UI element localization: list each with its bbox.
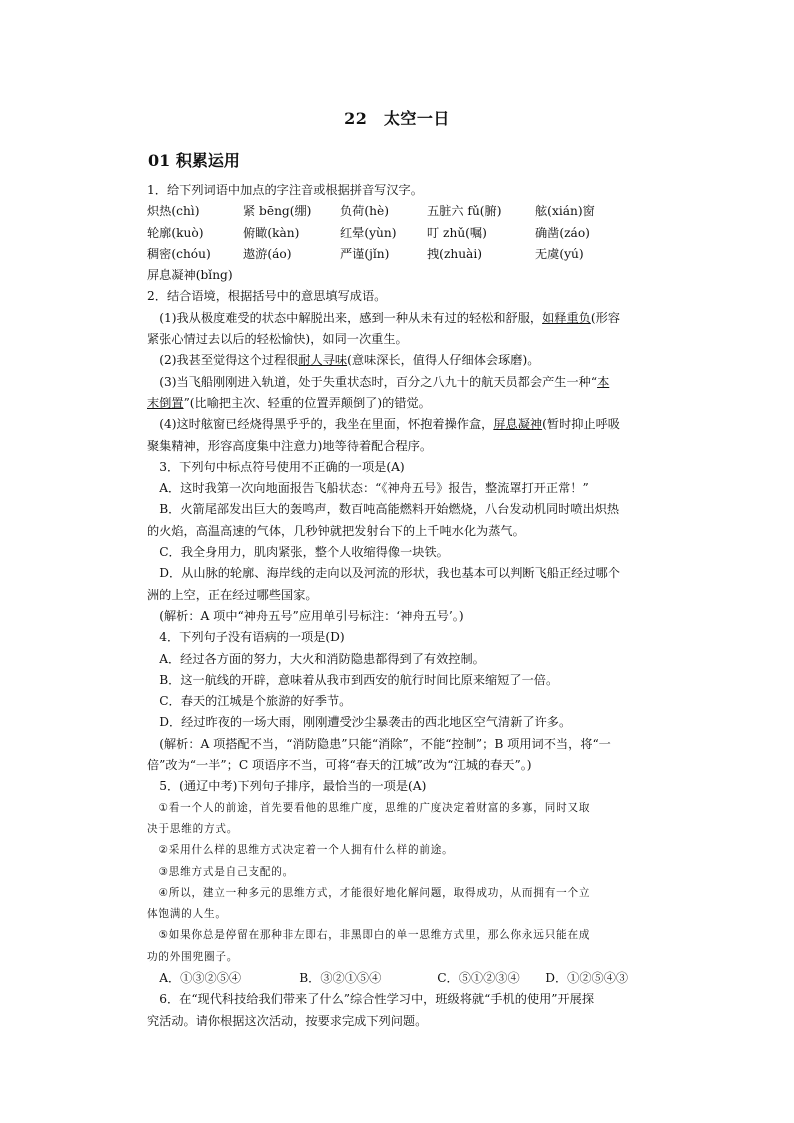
q2-text: ”(比喻把主次、轻重的位置弄颠倒了)的错觉。 xyxy=(183,395,431,410)
sentence-text: ④所以，建立一种多元的思维方式，才能很好地化解问题，取得成功，从而拥有一个立 xyxy=(158,886,591,899)
exercise-content xyxy=(147,180,651,1032)
option-text: B．这一航线的开辟，意味着从我市到西安的航行时间比原来缩短了一倍。 xyxy=(159,672,559,687)
q3-option-d-cont: 洲的上空，正在经过哪些国家。 xyxy=(147,587,318,602)
q2-text: (2)我甚至觉得这个过程很 xyxy=(159,353,299,368)
option-text: D．经过昨夜的一场大雨，刚刚遭受沙尘暴袭击的西北地区空气清新了许多。 xyxy=(159,715,572,730)
q6-text: 6．在“现代科技给我们带来了什么”综合性学习中，班级将就“手机的使用”开展探 xyxy=(159,992,595,1007)
q5-sentence-2 xyxy=(147,840,651,861)
q2-stem: 2．结合语境，根据括号中的意思填写成语。 xyxy=(147,289,387,304)
q4-option-a xyxy=(147,649,651,670)
q1-item: 稠密(chóu) xyxy=(147,246,211,261)
q2-line xyxy=(147,393,651,414)
q1-row xyxy=(147,201,651,222)
answer-idiom: 屏息凝神 xyxy=(493,417,543,432)
q6-stem xyxy=(147,989,651,1010)
q2-text: (1)我从极度难受的状态中解脱出来，感到一种从未有过的轻松和舒服， xyxy=(159,310,543,325)
q1-row xyxy=(147,265,651,286)
q3-option-d xyxy=(147,563,651,584)
q1-item: 负荷(hè) xyxy=(340,204,389,219)
option-text: A．经过各方面的努力，大火和消防隐患都得到了有效控制。 xyxy=(159,651,485,666)
q1-item: 轮廓(kuò) xyxy=(147,225,204,240)
q1-item: 拽(zhuài) xyxy=(427,246,482,261)
q1-item: 严谨(jǐn) xyxy=(340,246,390,261)
option-a: A．①③②⑤④ xyxy=(159,970,242,985)
q4-analysis-cont: 倍”改为“一半”；C 项语序不当，可将“春天的江城”改为“江城的春天”。) xyxy=(147,758,532,773)
q1-item: 紧 bēng(绷) xyxy=(243,204,312,219)
option-b: B．③②①⑤④ xyxy=(299,970,382,985)
q5-stem-text: 5．(通辽中考)下列句子排序，最恰当的一项是(A) xyxy=(159,779,427,794)
q5-sentence-3 xyxy=(147,862,651,883)
section-heading: 01 积累运用 xyxy=(148,151,240,170)
q5-sentence-1-cont: 决于思维的方式。 xyxy=(147,822,239,835)
sentence-text: ③思维方式是自己支配的。 xyxy=(158,865,295,878)
option-text: C．春天的江城是个旅游的好季节。 xyxy=(159,694,352,709)
q1-item: 舷(xián)窗 xyxy=(535,204,595,219)
q6-stem-cont: 究活动。请你根据这次活动，按要求完成下列问题。 xyxy=(147,1013,428,1028)
answer-idiom: 本 xyxy=(597,374,610,389)
option-text: A．这时我第一次向地面报告飞船状态：“《神舟五号》报告，整流罩打开正常！” xyxy=(159,481,589,496)
q1-item: 俯瞰(kàn) xyxy=(243,225,300,240)
sentence-text: ①看一个人的前途，首先要看他的思维广度，思维的广度决定着财富的多寡，同时又取 xyxy=(158,801,591,814)
q5-sentence-1 xyxy=(147,798,651,819)
q5-stem xyxy=(147,776,651,797)
q3-analysis xyxy=(147,606,651,627)
q2-text: (3)当飞船刚刚进入轨道，处于失重状态时，百分之八九十的航天员都会产生一种“ xyxy=(159,374,598,389)
q2-line xyxy=(147,372,651,393)
q2-line: 聚集精神，形容高度集中注意力)地等待着配合程序。 xyxy=(147,438,433,453)
answer-idiom: 如释重负 xyxy=(542,310,591,325)
analysis-text: (解析：A 项搭配不当，“消防隐患”只能“消除”，不能“控制”；B 项用词不当，将“一 xyxy=(159,736,611,751)
q3-option-a xyxy=(147,478,651,499)
q2-text: (暂时抑止呼吸 xyxy=(542,417,620,432)
option-text: C．我全身用力，肌肉紧张，整个人收缩得像一块铁。 xyxy=(159,545,449,560)
q3-stem xyxy=(147,457,651,478)
q3-stem-text: 3．下列句中标点符号使用不正确的一项是(A) xyxy=(159,459,405,474)
option-c: C．⑤①②③④ xyxy=(437,970,520,985)
q1-row xyxy=(147,223,651,244)
q4-option-b xyxy=(147,670,651,691)
q1-item: 炽热(chì) xyxy=(147,204,200,219)
q1-item: 遨游(áo) xyxy=(243,246,292,261)
sentence-text: ②采用什么样的思维方式决定着一个人拥有什么样的前途。 xyxy=(158,844,454,857)
q1-item: 确凿(záo) xyxy=(535,225,590,240)
q2-line: 紧张心情过去以后的轻松愉快)，如同一次重生。 xyxy=(147,332,408,347)
q1-stem: 1．给下列词语中加点的字注音或根据拼音写汉字。 xyxy=(147,183,423,197)
q2-line xyxy=(147,350,651,371)
q4-option-c xyxy=(147,691,651,712)
q4-stem-text: 4．下列句子没有语病的一项是(D) xyxy=(159,630,345,645)
q5-sentence-5-cont: 功的外围兜圈子。 xyxy=(147,950,239,963)
q4-stem xyxy=(147,627,651,648)
option-text: B．火箭尾部发出巨大的轰鸣声，数百吨高能燃料开始燃烧，八台发动机同时喷出炽热 xyxy=(159,502,620,517)
q2-line xyxy=(147,308,651,329)
q1-item: 红晕(yùn) xyxy=(340,225,397,240)
option-text: D．从山脉的轮廓、海岸线的走向以及河流的形状，我也基本可以判断飞船正经过哪个 xyxy=(159,566,620,581)
q1-item: 叮 zhǔ(嘱) xyxy=(427,225,487,240)
q1-item: 五脏六 fǔ(腑) xyxy=(427,204,502,219)
q2-text: (4)这时舷窗已经烧得黑乎乎的，我坐在里面，怀抱着操作盒， xyxy=(159,417,494,432)
q1-item: 屏息凝神(bǐng) xyxy=(147,268,233,283)
option-d: D．①②⑤④③ xyxy=(545,970,629,985)
q3-option-c xyxy=(147,542,651,563)
q3-option-b xyxy=(147,499,651,520)
q4-option-d xyxy=(147,712,651,733)
q2-text: (形容 xyxy=(590,310,620,325)
q1-item: 无虞(yú) xyxy=(535,246,584,261)
lesson-title: 22 太空一日 xyxy=(344,109,450,128)
analysis-text: (解析：A 项中“神舟五号”应用单引号标注：‘神舟五号’。) xyxy=(159,608,464,623)
q5-sentence-4-cont: 体饱满的人生。 xyxy=(147,908,227,921)
q2-text: (意味深长，值得人仔细体会琢磨)。 xyxy=(347,353,540,368)
q5-sentence-4 xyxy=(147,883,651,904)
sentence-text: ⑤如果你总是停留在那种非左即右，非黑即白的单一思维方式里，那么你永远只能在成 xyxy=(158,929,591,942)
q4-analysis xyxy=(147,734,651,755)
q3-option-b-cont: 的火焰，高温高速的气体，几秒钟就把发射台下的上千吨水化为蒸气。 xyxy=(147,523,525,538)
q5-options xyxy=(147,968,651,989)
q2-line xyxy=(147,414,651,435)
q5-sentence-5 xyxy=(147,925,651,946)
q1-row xyxy=(147,244,651,265)
answer-idiom: 耐人寻味 xyxy=(298,353,348,368)
answer-idiom: 末倒置 xyxy=(147,395,184,410)
